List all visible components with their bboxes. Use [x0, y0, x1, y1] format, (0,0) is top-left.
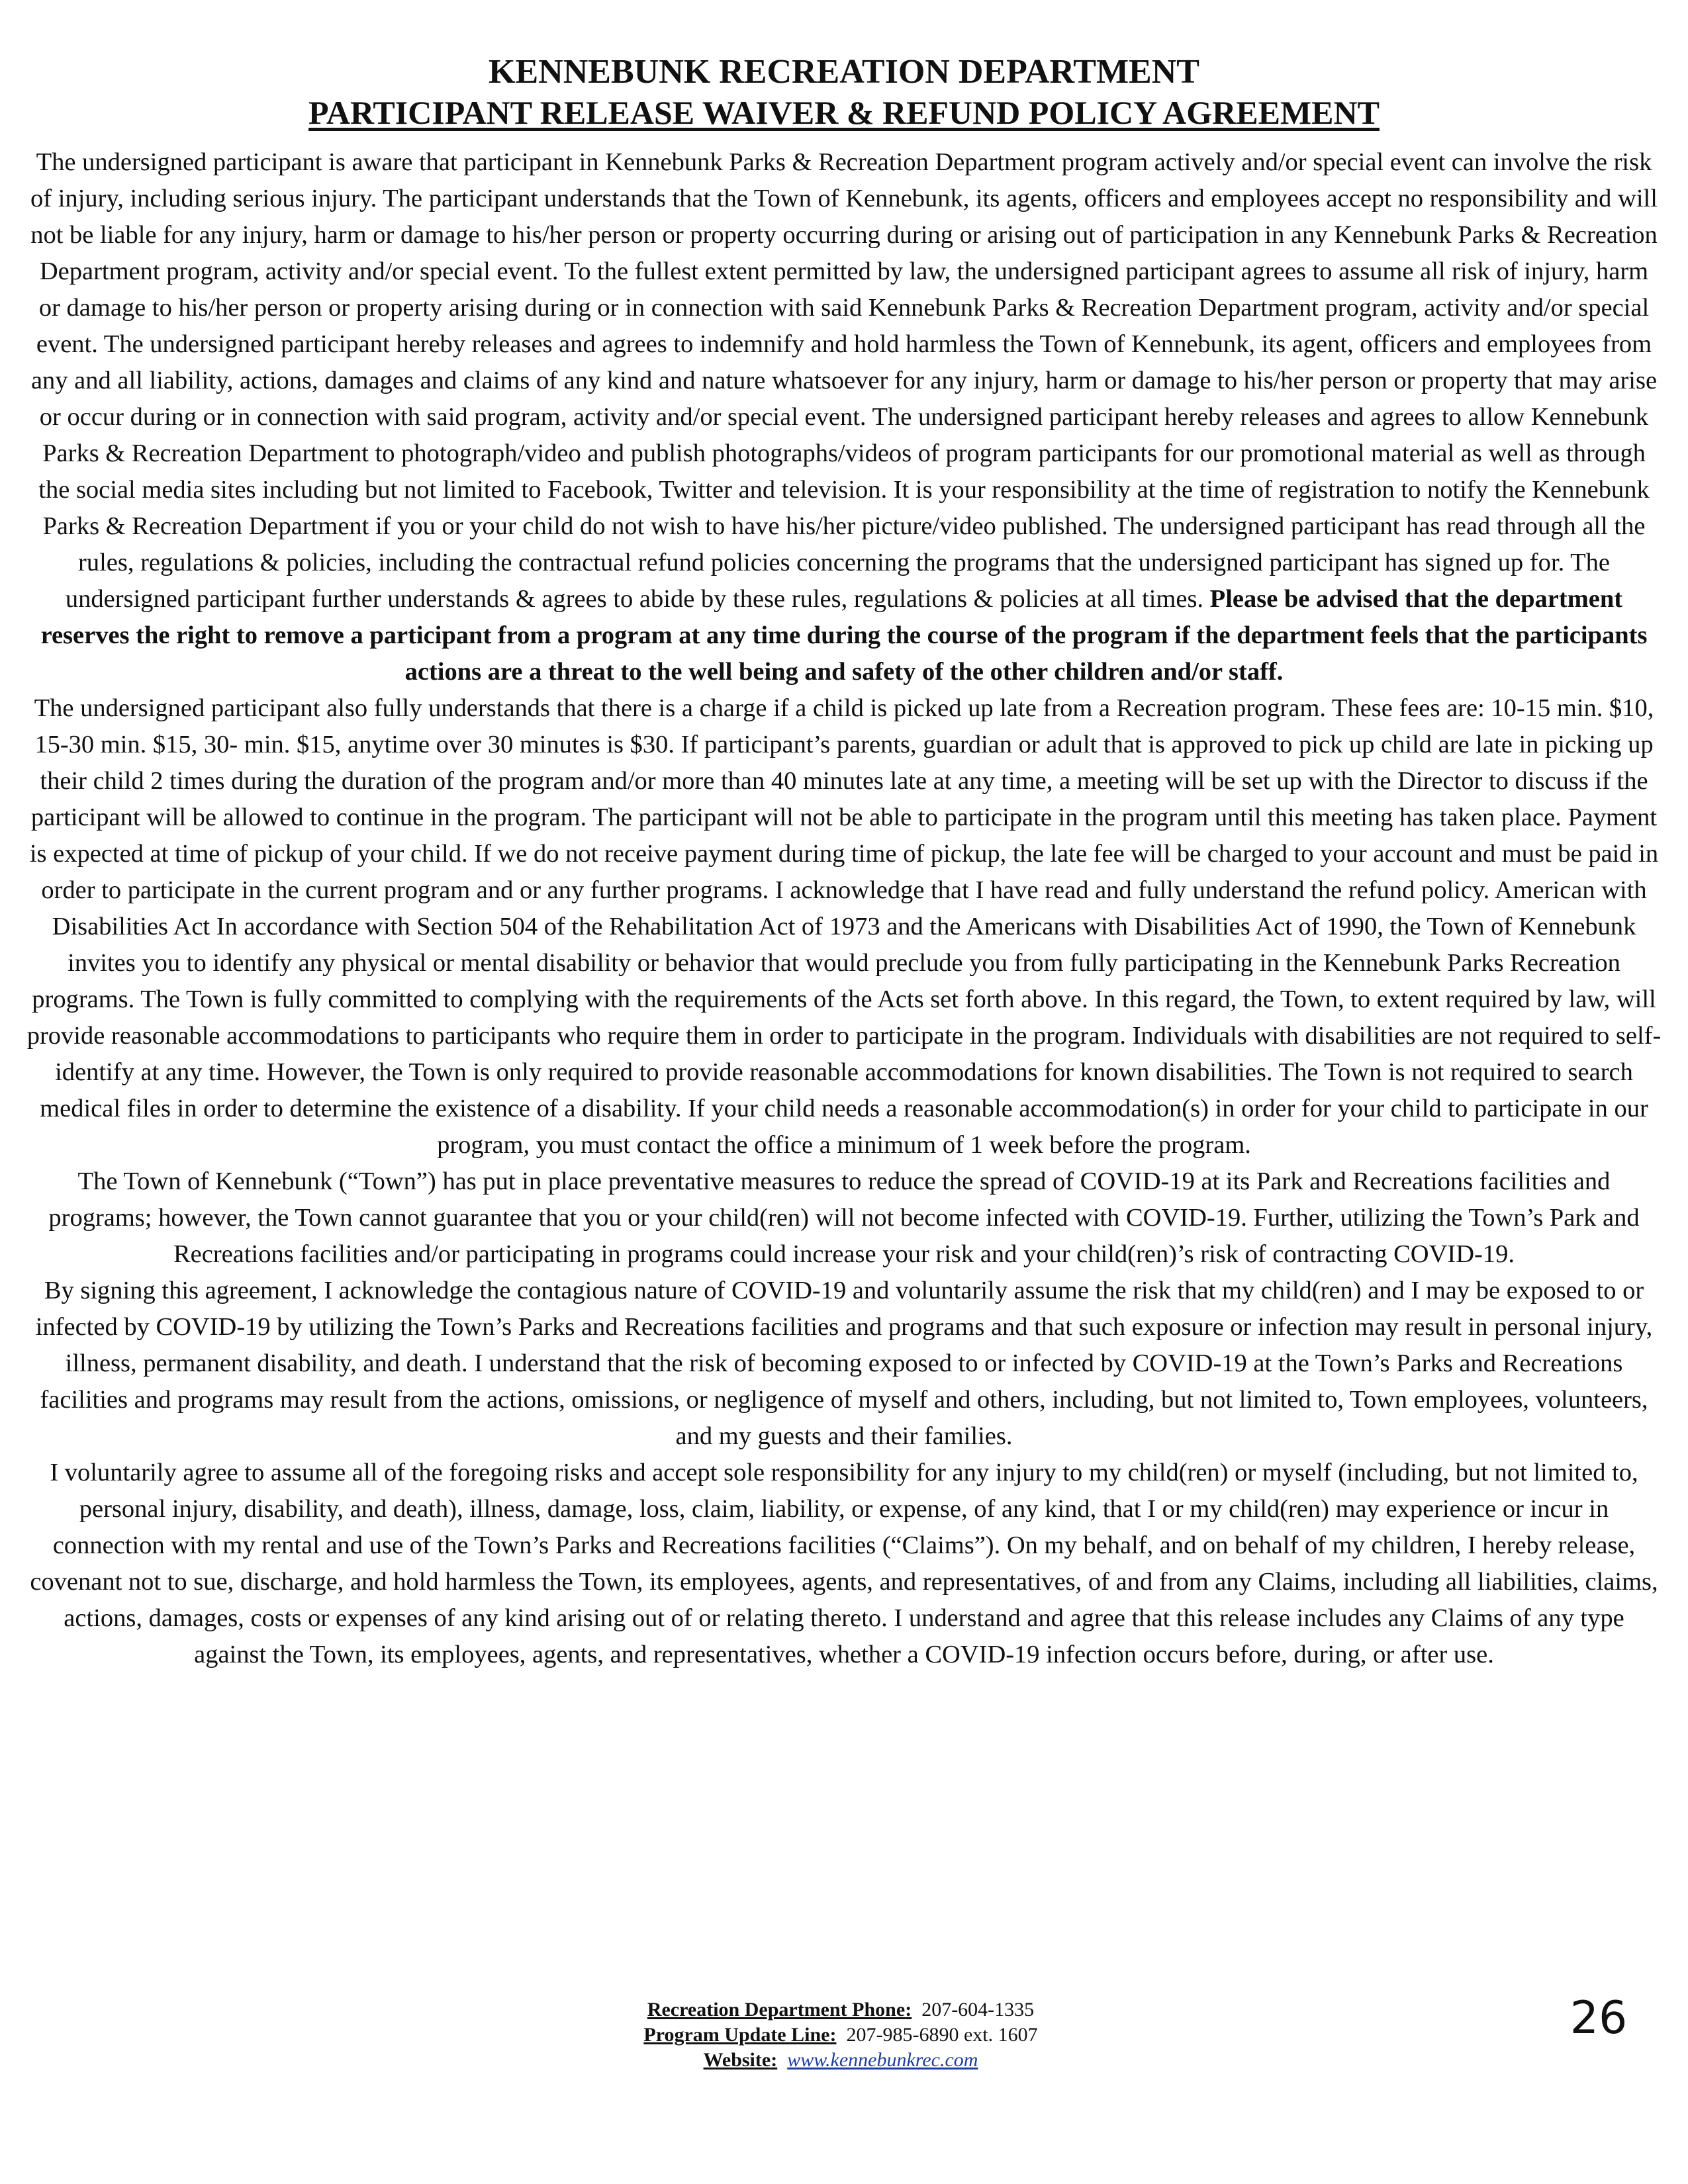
document-subtitle: PARTICIPANT RELEASE WAIVER & REFUND POLICY AGREEMENT: [308, 94, 1380, 131]
phone-label: Recreation Department Phone: [647, 1999, 906, 2021]
phone-line: Recreation Department Phone: 207-604-1335: [647, 1999, 1035, 2021]
document-title: KENNEBUNK RECREATION DEPARTMENT: [489, 53, 1199, 91]
website-line: Website: www.kennebunkrec.com: [703, 2049, 978, 2071]
paragraph-late-fees-ada: The undersigned participant also fully understands that there is a charge if a child is picked up late from a Recreation program. These fees are: 10-15 min. $10, 15-30 min. $15, 30- min. $15, anytime over 30 minutes is $30. If participant’s parents, guardian or adult that is approved to pick up child are late in picking up their child 2 times during the duration of the program and/or more than 40 minutes late at any time, a meeting will be set up with the Director to discuss if the participant will be allowed to continue in the program. The participant will not be able to participate in the program until this meeting has taken place. Payment is expected at time of pickup of your child. If we do not receive payment during time of pickup, the late fee will be charged to your account and must be paid in order to participate in the current program and or any further programs. I acknowledge that I have read and fully understand the refund policy. American with Disabilities Act In accordance with Section 504 of the Rehabilitation Act of 1973 and the Americans with Disabilities Act of 1990, the Town of Kennebunk invites you to identify any physical or mental disability or behavior that would preclude you from fully participating in the Kennebunk Parks Recreation programs. The Town is fully committed to complying with the requirements of the Acts set forth above. In this regard, the Town, to extent required by law, will provide reasonable accommodations to participants who require them in order to participate in the program. Individuals with disabilities are not required to self-identify at any time. However, the Town is only required to provide reasonable accommodations for known disabilities. The Town is not required to search medical files in order to determine the existence of a disability. If your child needs a reasonable accommodation(s) in order for your child to participate in our program, you must contact the office a minimum of 1 week before the program.: [26, 694, 1662, 1159]
paragraph-covid-acknowledgement: By signing this agreement, I acknowledge the contagious nature of COVID-19 and voluntarily assume the risk that my child(ren) and I may be exposed to or infected by COVID-19 by utilizing the Town’s Parks and Recreations facilities and programs and that such exposure or infection may result in personal injury, illness, permanent disability, and death. I understand that the risk of becoming exposed to or infected by COVID-19 at the Town’s Parks and Recreations facilities and programs may result from the actions, omissions, or negligence of myself and others, including, but not limited to, Town employees, volunteers, and my guests and their families.: [35, 1277, 1653, 1450]
release-waiver-text: The undersigned participant is aware that participant in Kennebunk Parks & Recreation Department program actively and/or special event can involve the risk of injury, including serious injury. The participant understands that the Town of Kennebunk, its agents, officers and employees accept no responsibility and will not be liable for any injury, harm or damage to his/her person or property occurring during or arising out of participation in any Kennebunk Parks & Recreation Department program, activity and/or special event. To the fullest extent permitted by law, the undersigned participant agrees to assume all risk of injury, harm or damage to his/her person or property arising during or in connection with said Kennebunk Parks & Recreation Department program, activity and/or special event. The undersigned participant hereby releases and agrees to indemnify and hold harmless the Town of Kennebunk, its agent, officers and employees from any and all liability, actions, damages and claims of any kind and nature whatsoever for any injury, harm or damage to his/her person or property that may arise or occur during or in connection with said program, activity and/or special event. The undersigned participant hereby releases and agrees to allow Kennebunk Parks & Recreation Department to photograph/video and publish photographs/videos of program participants for our promotional material as well as through the social media sites including but not limited to Facebook, Twitter and television. It is your responsibility at the time of registration to notify the Kennebunk Parks & Recreation Department if you or your child do not wish to have his/her picture/video published. The undersigned participant has read through all the rules, regulations & policies, including the contractual refund policies concerning the programs that the undersigned participant has signed up for. The undersigned participant further understands & agrees to abide by these rules, regulations & policies at all times.: [30, 148, 1658, 613]
paragraph-release-waiver: [26, 144, 1662, 690]
removal-policy-notice: Please be advised that the department reserves the right to remove a participant from a program at any time during the course of the program if the department feels that the participants actions are a threat to the well being and safety of the other children and/or staff.: [40, 585, 1648, 686]
waiver-body: [26, 144, 1662, 1673]
page-number: 26: [1570, 1992, 1628, 2044]
update-label: Program Update Line: [643, 2024, 830, 2046]
contact-footer: [397, 1997, 1284, 2073]
update-value: 207-985-6890 ext. 1607: [846, 2024, 1038, 2046]
phone-value: 207-604-1335: [921, 1999, 1035, 2021]
website-label: Website: [703, 2049, 771, 2071]
website-link[interactable]: www.kennebunkrec.com: [787, 2049, 978, 2071]
paragraph-covid-measures: The Town of Kennebunk (“Town”) has put in place preventative measures to reduce the spread of COVID-19 at its Park and Recreations facilities and programs; however, the Town cannot guarantee that you or your child(ren) will not become infected with COVID-19. Further, utilizing the Town’s Park and Recreations facilities and/or participating in programs could increase your risk and your child(ren)’s risk of contracting COVID-19.: [48, 1167, 1640, 1268]
paragraph-covid-release: I voluntarily agree to assume all of the foregoing risks and accept sole responsibility for any injury to my child(ren) or myself (including, but not limited to, personal injury, disability, and death), illness, damage, loss, claim, liability, or expense, of any kind, that I or my child(ren) may experience or incur in connection with my rental and use of the Town’s Parks and Recreations facilities (“Claims”). On my behalf, and on behalf of my children, I hereby release, covenant not to sue, discharge, and hold harmless the Town, its employees, agents, and representatives, of and from any Claims, including all liabilities, claims, actions, damages, costs or expenses of any kind arising out of or relating thereto. I understand and agree that this release includes any Claims of any type against the Town, its employees, agents, and representatives, whether a COVID-19 infection occurs before, during, or after use.: [30, 1459, 1658, 1668]
update-line: Program Update Line: 207-985-6890 ext. 1607: [643, 2024, 1038, 2046]
